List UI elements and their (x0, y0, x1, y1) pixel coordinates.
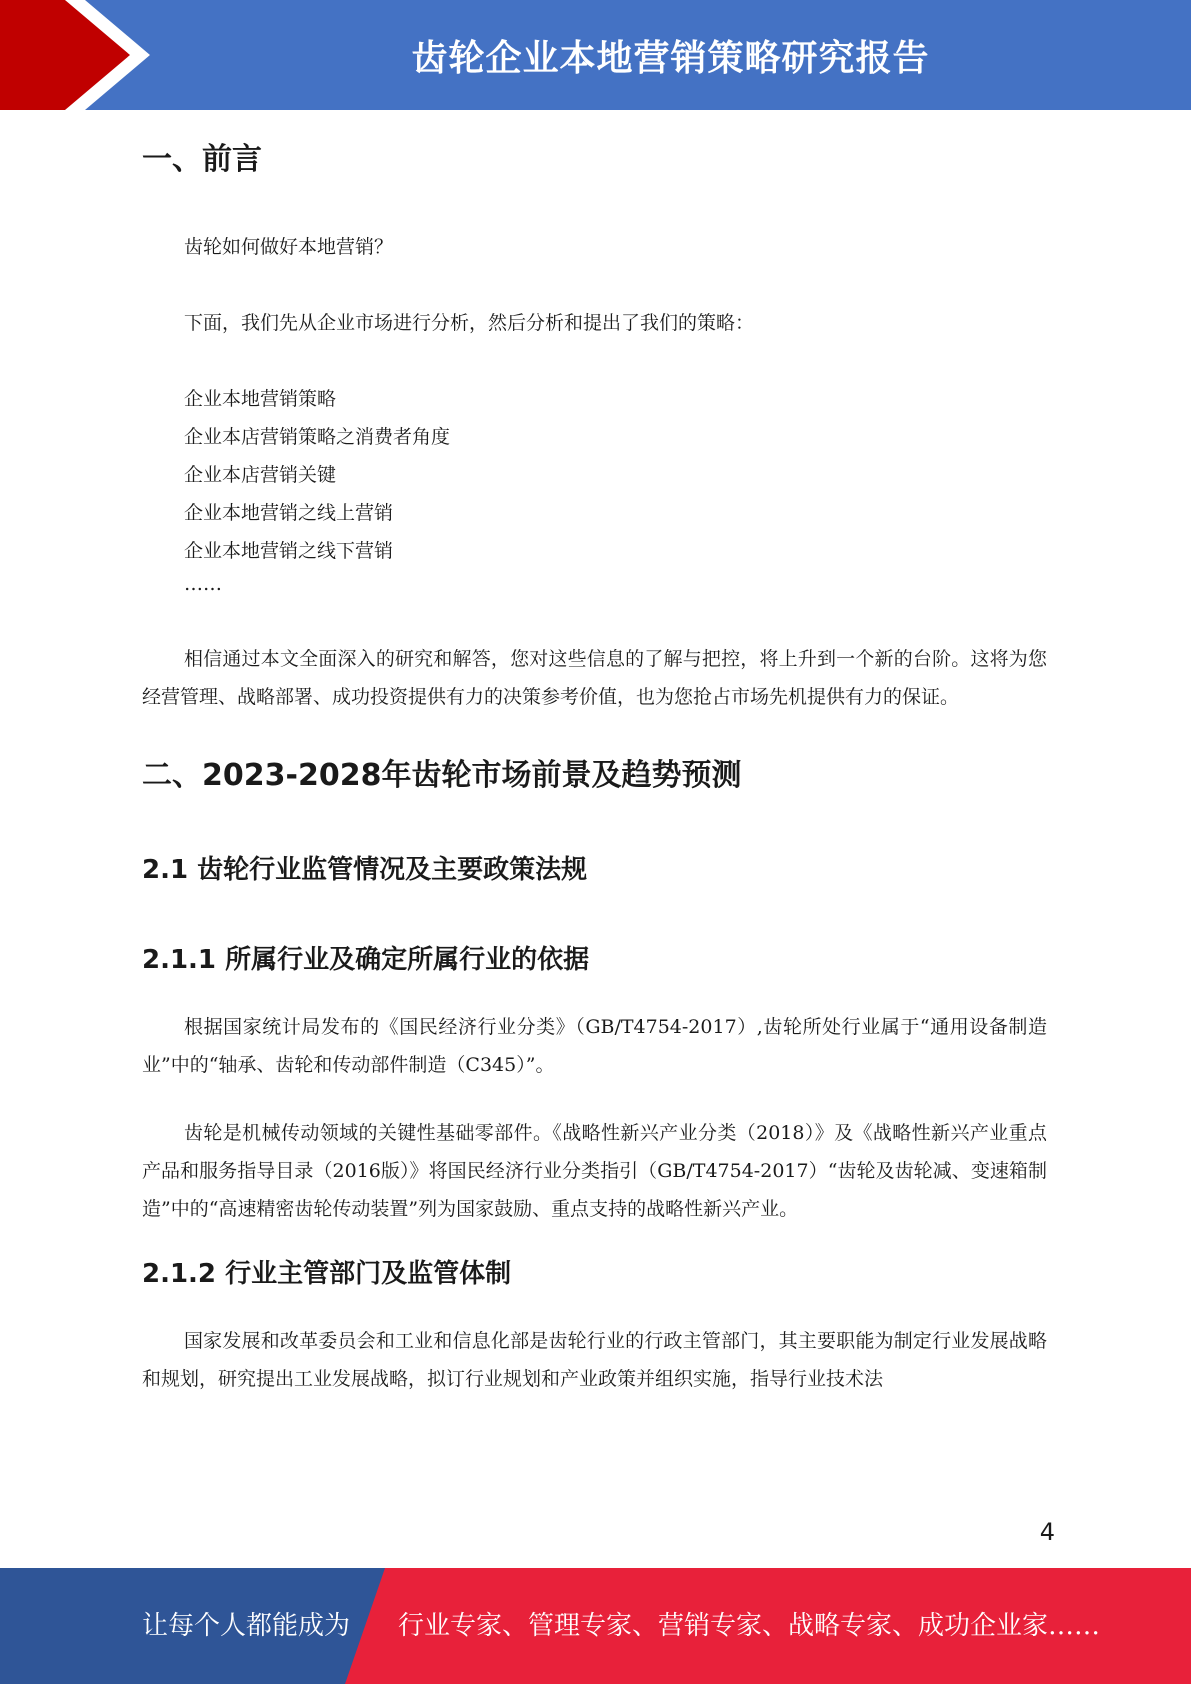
section-heading-preface: 一、前言 (142, 142, 262, 177)
subsection-heading-2-1-1: 2.1.1 所属行业及确定所属行业的依据 (142, 945, 590, 975)
footer-slogan-right: 行业专家、管理专家、营销专家、战略专家、成功企业家…… (398, 1611, 1101, 1641)
list-item: 企业本店营销策略之消费者角度 (184, 426, 451, 448)
page-footer (0, 1568, 1191, 1684)
page-header (0, 0, 1191, 110)
paragraph-industry-classification: 根据国家统计局发布的《国民经济行业分类》（GB/T4754-2017）,齿轮所处行业属于“通用设备制造业”中的“轴承、齿轮和传动部件制造（C345）”。 (142, 1016, 1047, 1076)
list-item: …… (184, 573, 222, 595)
footer-slogan-left: 让每个人都能成为 (142, 1611, 351, 1641)
list-item: 企业本地营销之线下营销 (184, 540, 394, 562)
paragraph-regulators: 国家发展和改革委员会和工业和信息化部是齿轮行业的行政主管部门，其主要职能为制定行业发展战略和规划，研究提出工业发展战略，拟订行业规划和产业政策并组织实施，指导行业技术法 (142, 1330, 1047, 1390)
paragraph-strategic-industry: 齿轮是机械传动领域的关键性基础零部件。《战略性新兴产业分类（2018）》及《战略性新兴产业重点产品和服务指导目录（2016版）》将国民经济行业分类指引（GB/T4754-2017）“齿轮及齿轮减、变速箱制造”中的“高速精密齿轮传动装置”列为国家鼓励、重点支持的战略性新兴产业。 (142, 1122, 1047, 1220)
preface-intro: 下面，我们先从企业市场进行分析，然后分析和提出了我们的策略： (184, 312, 755, 334)
subsection-heading-2-1: 2.1 齿轮行业监管情况及主要政策法规 (142, 855, 588, 885)
preface-question: 齿轮如何做好本地营销？ (184, 236, 394, 258)
report-title: 齿轮企业本地营销策略研究报告 (411, 37, 930, 79)
subsection-heading-2-1-2: 2.1.2 行业主管部门及监管体制 (142, 1259, 512, 1289)
document-body (142, 130, 1047, 1398)
list-item: 企业本地营销之线上营销 (184, 502, 394, 524)
strategy-list (142, 380, 1047, 598)
list-item: 企业本店营销关键 (184, 464, 337, 486)
section-heading-forecast: 二、2023-2028年齿轮市场前景及趋势预测 (142, 758, 742, 793)
preface-closing: 相信通过本文全面深入的研究和解答，您对这些信息的了解与把控，将上升到一个新的台阶。这将为您经营管理、战略部署、成功投资提供有力的决策参考价值，也为您抢占市场先机提供有力的保证。 (142, 648, 1047, 708)
page-number: 4 (1039, 1518, 1055, 1546)
list-item: 企业本地营销策略 (184, 388, 337, 410)
